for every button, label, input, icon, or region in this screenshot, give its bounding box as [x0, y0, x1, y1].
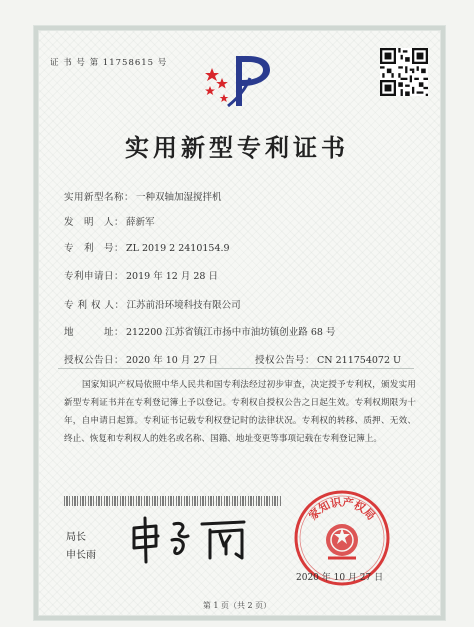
field-label-grant-number: 授权公告号： — [255, 355, 316, 366]
page-number: 第 1 页（共 2 页） — [202, 601, 272, 610]
field-label: 地 址： — [64, 327, 125, 338]
field-value: ZL 2019 2 2410154.9 — [126, 243, 230, 254]
handwritten-signature — [126, 514, 256, 564]
field-label: 实用新型名称： — [64, 192, 135, 203]
chief-name: 申长雨 — [66, 550, 96, 561]
certificate-number: 证 书 号 第 11758615 号 — [50, 58, 168, 68]
field-label: 专 利 权 人： — [64, 300, 125, 311]
field-value: 2020 年 10 月 27 日 — [126, 355, 218, 366]
certificate-title: 实用新型专利证书 — [125, 133, 349, 162]
field-value: 2019 年 12 月 28 日 — [126, 271, 218, 282]
field-inventor — [64, 214, 155, 228]
patent-office-logo — [198, 48, 282, 110]
field-patent-number — [64, 240, 230, 254]
field-value: 薛新军 — [126, 217, 155, 228]
field-patentee — [64, 297, 241, 311]
certificate-body-text: 国家知识产权局依照中华人民共和国专利法经过初步审查，决定授予专利权，颁发实用新型专利证书并在专利登记簿上予以登记。专利权自授权公告之日起生效。专利权期限为十年，自申请日起算。专利证书记载专利权登记时的法律状况。专利权的转移、质押、无效、终止、恢复和专利权人的姓名或名称、国籍、地址变更等事项记载在专利登记簿上。 — [64, 380, 416, 444]
field-address — [64, 324, 335, 338]
field-value: 212200 江苏省镇江市扬中市油坊镇创业路 68 号 — [126, 327, 336, 338]
qr-code — [380, 48, 428, 96]
field-value: 一种双轴加湿搅拌机 — [136, 192, 222, 203]
divider — [58, 368, 414, 369]
field-value-grant-number: CN 211754072 U — [317, 355, 402, 366]
field-value: 江苏前沿环境科技有限公司 — [126, 300, 241, 311]
field-grant-date — [64, 352, 401, 366]
field-label: 发 明 人： — [64, 217, 125, 228]
field-name — [64, 189, 222, 203]
seal-text: 家知识产权局 — [306, 495, 378, 523]
seal-date: 2020 年 10 月 27 日 — [296, 573, 384, 583]
field-label: 授权公告日： — [64, 355, 125, 366]
field-application-date — [64, 268, 218, 282]
barcode — [64, 496, 282, 506]
chief-title: 局长 — [66, 532, 86, 543]
field-label: 专 利 号： — [64, 243, 125, 254]
field-label: 专利申请日： — [64, 271, 125, 282]
